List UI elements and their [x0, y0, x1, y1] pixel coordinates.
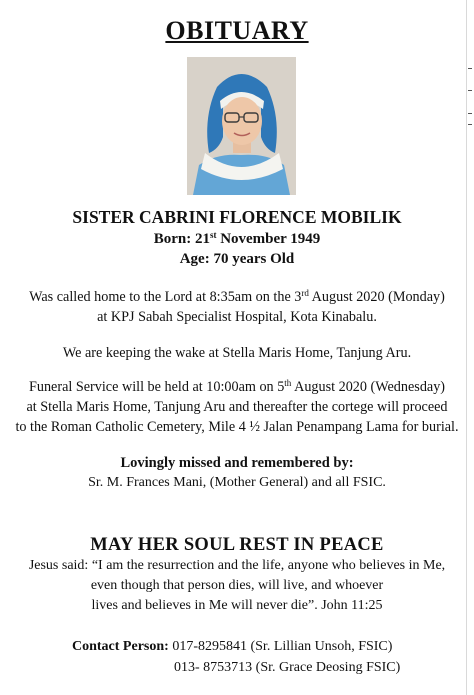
portrait-photo [187, 57, 296, 195]
funeral-line-1: Funeral Service will be held at 10:00am on 5th August 2020 (Wednesday) [28, 378, 446, 395]
rip-heading: MAY HER SOUL REST IN PEACE [90, 535, 384, 555]
missed-heading: Lovingly missed and remembered by: [120, 455, 354, 471]
birth-date: Born: 21st November 1949 [153, 230, 321, 247]
edge-mark [468, 124, 472, 125]
funeral-paragraph [0, 377, 474, 437]
edge-mark [468, 113, 472, 114]
contact-line-1 [72, 636, 400, 657]
missed-text: Sr. M. Frances Mani, (Mother General) and all FSIC. [88, 475, 386, 490]
contact-phone-1: 017-8295841 (Sr. Lillian Unsoh, FSIC) [168, 639, 393, 654]
obituary-title: OBITUARY [165, 16, 309, 45]
contact-block [72, 636, 400, 678]
funeral-line-3: to the Roman Catholic Cemetery, Mile 4 ½ Jalan Penampang Lama for burial. [15, 419, 459, 435]
funeral-line-2: at Stella Maris Home, Tanjung Aru and thereafter the cortege will proceed [26, 399, 448, 415]
edge-mark [468, 68, 472, 69]
contact-label: Contact Person: [72, 639, 169, 654]
quote-line-3: lives and believes in Me will never die”. John 11:25 [91, 598, 383, 613]
quote-line-1: Jesus said: “I am the resurrection and the life, anyone who believes in Me, [28, 558, 446, 573]
age: Age: 70 years Old [179, 251, 295, 267]
wake-paragraph: We are keeping the wake at Stella Maris Home, Tanjung Aru. [62, 345, 412, 361]
edge-mark [468, 90, 472, 91]
called-home-line-2: at KPJ Sabah Specialist Hospital, Kota Kinabalu. [97, 309, 377, 325]
deceased-name: SISTER CABRINI FLORENCE MOBILIK [72, 207, 402, 227]
called-home-line-1: Was called home to the Lord at 8:35am on the 3rd August 2020 (Monday) [29, 288, 445, 305]
bible-quote [0, 556, 474, 616]
quote-line-2: even though that person dies, will live, and whoever [90, 578, 384, 593]
contact-phone-2: 013- 8753713 (Sr. Grace Deosing FSIC) [174, 660, 401, 675]
called-home-paragraph [0, 287, 474, 327]
